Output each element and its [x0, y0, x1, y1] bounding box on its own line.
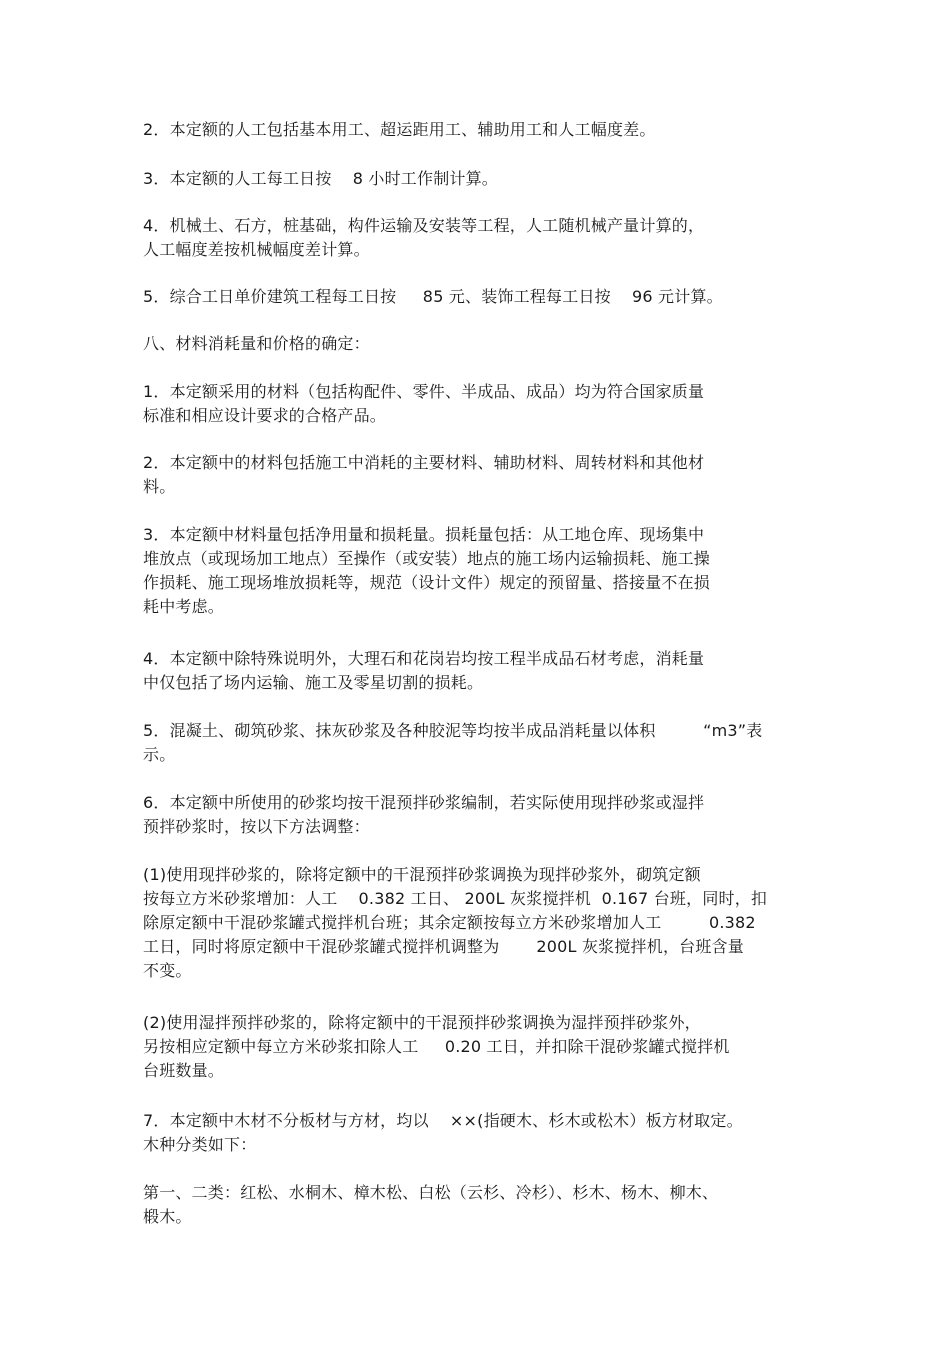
paragraph-mortar-adjustment [143, 791, 815, 839]
paragraph-wood-categories [143, 1181, 815, 1229]
paragraph-concrete-volume [143, 719, 815, 767]
text-line: 标准和相应设计要求的合格产品。 [143, 406, 387, 425]
text-line: 第一、二类：红松、水桐木、樟木松、白松（云杉、冷杉）、杉木、杨木、柳木、 [143, 1183, 719, 1202]
text-line: 示。 [143, 745, 176, 764]
text-line: 2．本定额中的材料包括施工中消耗的主要材料、辅助材料、周转材料和其他材 [143, 453, 705, 472]
text-line: 木种分类如下： [143, 1135, 257, 1154]
text-line: 八、材料消耗量和价格的确定： [143, 334, 370, 353]
text-line: 2．本定额的人工包括基本用工、超运距用工、辅助用工和人工幅度差。 [143, 120, 656, 139]
text-line: 按每立方米砂浆增加：人工 0.382 工日、 200L 灰浆搅拌机 0.167 台班，同时，扣 [143, 889, 768, 908]
text-line: 5．综合工日单价建筑工程每工日按 85 元、装饰工程每工日按 96 元计算。 [143, 287, 723, 306]
text-line: 4．机械土、石方，桩基础，构件运输及安装等工程，人工随机械产量计算的， [143, 216, 705, 235]
text-line: 另按相应定额中每立方米砂浆扣除人工 0.20 工日，并扣除干混砂浆罐式搅拌机 [143, 1037, 730, 1056]
text-line: 1．本定额采用的材料（包括构配件、零件、半成品、成品）均为符合国家质量 [143, 382, 705, 401]
text-line: 3．本定额中材料量包括净用量和损耗量。损耗量包括：从工地仓库、现场集中 [143, 525, 705, 544]
paragraph-daily-rate [143, 285, 815, 309]
text-line: 料。 [143, 477, 176, 496]
text-line: 人工幅度差按机械幅度差计算。 [143, 240, 370, 259]
paragraph-stone-materials [143, 647, 815, 695]
text-line: 中仅包括了场内运输、施工及零星切割的损耗。 [143, 673, 484, 692]
text-line: 不变。 [143, 961, 192, 980]
text-line: 7．本定额中木材不分板材与方材，均以 ××(指硬木、杉木或松木）板方材取定。 [143, 1111, 743, 1130]
text-line: 作损耗、施工现场堆放损耗等，规范（设计文件）规定的预留量、搭接量不在损 [143, 573, 711, 592]
text-line: 3．本定额的人工每工日按 8 小时工作制计算。 [143, 169, 498, 188]
text-line: 椴木。 [143, 1207, 192, 1226]
text-line: 6．本定额中所使用的砂浆均按干混预拌砂浆编制，若实际使用现拌砂浆或湿拌 [143, 793, 705, 812]
text-line: 工日，同时将原定额中干混砂浆罐式搅拌机调整为 200L 灰浆搅拌机，台班含量 [143, 937, 744, 956]
paragraph-material-loss [143, 523, 815, 619]
paragraph-material-types [143, 451, 815, 499]
text-line: 预拌砂浆时，按以下方法调整： [143, 817, 370, 836]
text-line: (1)使用现拌砂浆的，除将定额中的干混预拌砂浆调换为现拌砂浆外，砌筑定额 [143, 865, 701, 884]
text-line: 5．混凝土、砌筑砂浆、抹灰砂浆及各种胶泥等均按半成品消耗量以体积 “m3”表 [143, 721, 763, 740]
text-line: 耗中考虑。 [143, 597, 225, 616]
section-heading-materials [143, 332, 815, 356]
paragraph-timber [143, 1109, 815, 1157]
paragraph-labor-composition [143, 118, 815, 142]
paragraph-material-quality [143, 380, 815, 428]
text-line: 堆放点（或现场加工地点）至操作（或安装）地点的施工场内运输损耗、施工操 [143, 549, 711, 568]
text-line: 4．本定额中除特殊说明外，大理石和花岗岩均按工程半成品石材考虑，消耗量 [143, 649, 705, 668]
paragraph-workday-hours [143, 167, 815, 191]
paragraph-site-mixed-mortar [143, 863, 815, 983]
text-line: 除原定额中干混砂浆罐式搅拌机台班；其余定额按每立方米砂浆增加人工 0.382 [143, 913, 756, 932]
text-line: (2)使用湿拌预拌砂浆的，除将定额中的干混预拌砂浆调换为湿拌预拌砂浆外， [143, 1013, 701, 1032]
paragraph-machinery-labor [143, 214, 815, 262]
paragraph-wet-mixed-mortar [143, 1011, 815, 1083]
text-line: 台班数量。 [143, 1061, 225, 1080]
